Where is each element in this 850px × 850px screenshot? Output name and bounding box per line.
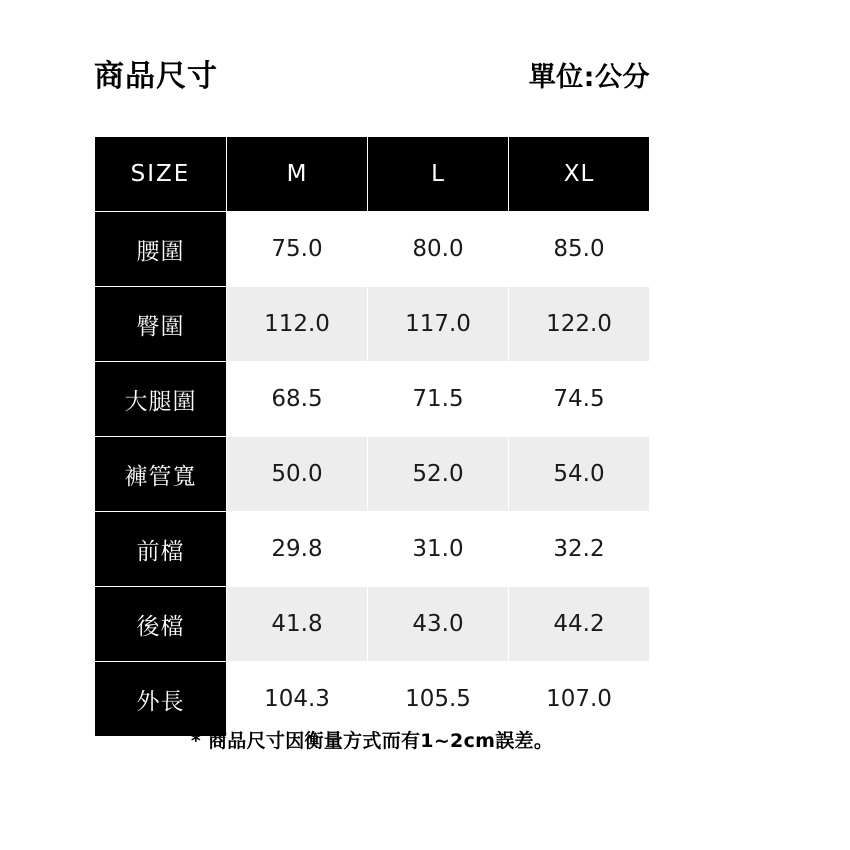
unit-label: 單位:公分: [528, 62, 650, 93]
page-title: 商品尺寸: [94, 59, 218, 94]
cell-back-rise-m: 41.8: [227, 587, 368, 662]
table-row: [95, 287, 650, 362]
measurement-disclaimer: * 商品尺寸因衡量方式而有1~2cm誤差。: [190, 730, 554, 752]
row-label-outseam: 外長: [95, 662, 227, 737]
cell-thigh-l: 71.5: [368, 362, 509, 437]
table-row: [95, 587, 650, 662]
cell-outseam-l: 105.5: [368, 662, 509, 737]
cell-waist-xl: 85.0: [509, 212, 650, 287]
cell-outseam-xl: 107.0: [509, 662, 650, 737]
table-header-row: [95, 137, 650, 212]
row-label-back-rise: 後檔: [95, 587, 227, 662]
cell-thigh-xl: 74.5: [509, 362, 650, 437]
row-label-hip: 臀圍: [95, 287, 227, 362]
column-header-xl: XL: [509, 137, 650, 212]
cell-back-rise-l: 43.0: [368, 587, 509, 662]
cell-waist-m: 75.0: [227, 212, 368, 287]
row-label-thigh: 大腿圍: [95, 362, 227, 437]
cell-front-rise-m: 29.8: [227, 512, 368, 587]
table-row: [95, 212, 650, 287]
cell-hip-xl: 122.0: [509, 287, 650, 362]
table-body: [95, 212, 650, 737]
column-header-l: L: [368, 137, 509, 212]
row-label-leg-opening: 褲管寬: [95, 437, 227, 512]
cell-hip-l: 117.0: [368, 287, 509, 362]
table-row: [95, 512, 650, 587]
cell-hip-m: 112.0: [227, 287, 368, 362]
size-table: [94, 136, 650, 737]
cell-back-rise-xl: 44.2: [509, 587, 650, 662]
cell-thigh-m: 68.5: [227, 362, 368, 437]
cell-front-rise-xl: 32.2: [509, 512, 650, 587]
table-header: [95, 137, 650, 212]
row-label-waist: 腰圍: [95, 212, 227, 287]
cell-outseam-m: 104.3: [227, 662, 368, 737]
cell-leg-opening-m: 50.0: [227, 437, 368, 512]
cell-leg-opening-l: 52.0: [368, 437, 509, 512]
table-row: [95, 437, 650, 512]
table-row: [95, 362, 650, 437]
column-header-m: M: [227, 137, 368, 212]
cell-waist-l: 80.0: [368, 212, 509, 287]
chart-header: [94, 59, 650, 94]
row-label-front-rise: 前檔: [95, 512, 227, 587]
column-header-size: SIZE: [95, 137, 227, 212]
cell-leg-opening-xl: 54.0: [509, 437, 650, 512]
cell-front-rise-l: 31.0: [368, 512, 509, 587]
